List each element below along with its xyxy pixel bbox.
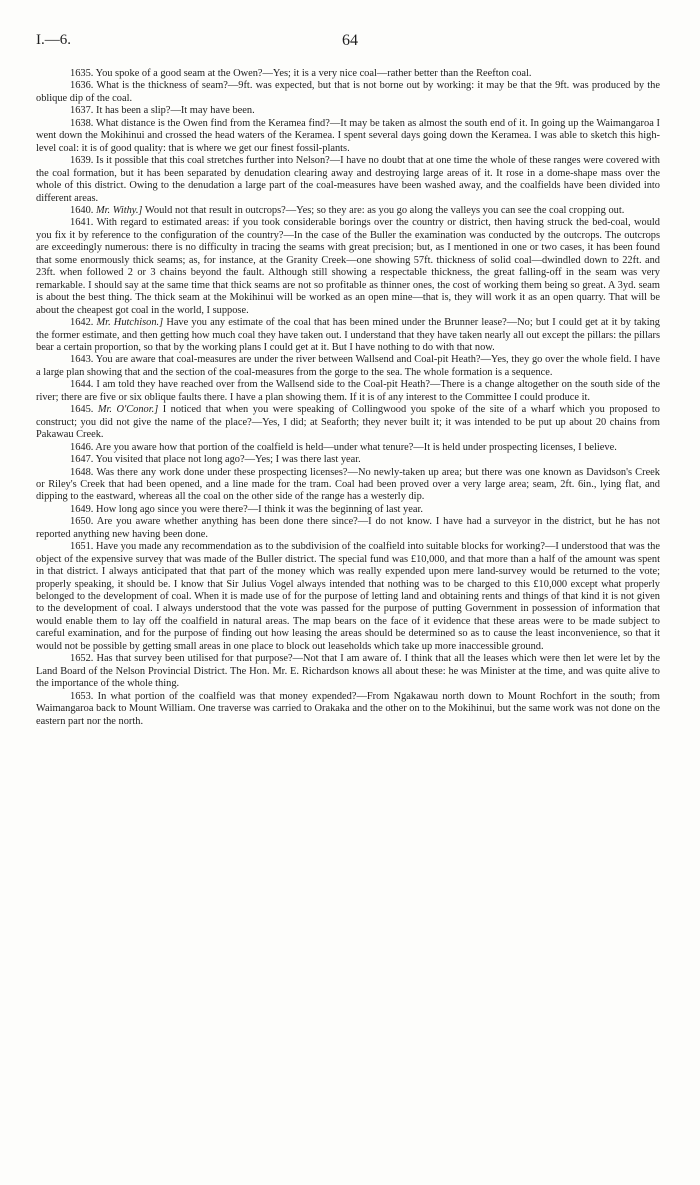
question-paragraph — [36, 80, 660, 105]
question-paragraph — [36, 454, 660, 466]
question-paragraph — [36, 504, 660, 516]
question-paragraph — [36, 404, 660, 441]
question-paragraph — [36, 467, 660, 504]
speaker-name: Mr. Hutchison.] — [96, 317, 164, 329]
question-paragraph — [36, 379, 660, 404]
paragraph-text: With regard to estimated areas: if you took considerable borings over the country or district, then having struck the bed-coal, would you fix it by reference to the configuration of the country?—In the case of the Buller the examination was conducted by the outcrops. The outcrops are exceedingly numerous: there is no difficulty in tracing the seams with great precision; but, as I mentioned in one or two cases, it has been found that some enormously thick seams; as, for instance, at the Granity Creek—one showing 57ft. thickness of solid coal—dwindled down to 22ft. and 23ft. when followed 2 or 3 chains beyond the fault. Although still showing a respectable thickness, the great falling-off in the seam was very remarkable. I should say at the same time that thick seams are not so profitable as thinner ones, the cost of working them being so great. A 3yd. seam is about the best thing. The thick seam at the Mokihinui will be worked as an open mine—that is, they will work it as an open quarry. That will be about the cheapest got coal in the world, I suppose. — [36, 217, 660, 316]
question-number: 1643. — [70, 354, 94, 366]
paragraph-text: How long ago since you were there?—I think it was the beginning of last year. — [96, 503, 423, 515]
document-body — [36, 68, 660, 1158]
question-paragraph — [36, 442, 660, 454]
question-number: 1649. — [70, 503, 94, 515]
question-number: 1653. — [70, 690, 94, 702]
question-number: 1650. — [70, 516, 94, 528]
question-number: 1639. — [70, 155, 94, 167]
paragraph-text: What distance is the Owen find from the Keramea find?—It may be taken as almost the south end of it. In going up the Waimangaroa I went down the Mokihinui and crossed the head waters of the Keramea. I spent several days going down the Keramea. I was able to sketch this high-level coal: it is of good quality: that is where we get our finest fossil-plants. — [36, 117, 660, 154]
paragraph-text: You are aware that coal-measures are under the river between Wallsend and Coal-pit Heath?—Yes, they go over the whole field. I have a large plan showing that and the section of the coal-measures from the gorge to the sea. The whole formation is a sequence. — [36, 354, 660, 378]
question-number: 1636. — [70, 80, 94, 92]
page-number: 64 — [342, 32, 358, 49]
paragraph-text: Have you made any recommendation as to the subdivision of the coalfield into suitable blocks for working?—I understood that was the object of the expensive survey that was made of the Buller district. The special fund was £10,000, and that more than a half of the amount was spent in that district. I always anticipated that that part of the money which was really expended upon mere land-survey would be returned to the vote; properly speaking, it should be. I know that Sir Julius Vogel always intended that nothing was to be charged to this £10,000 except what properly belonged to the development of coal. When it is made use of for the purpose of letting land and obtaining rents and things of that kind it is not given to the development of coal. I always understood that the vote was passed for the purpose of putting Government in possession of information that would enable them to lay off the coalfield in natural areas. The map bears on the face of it evidence that these areas were to be made subject to careful examination, and for the purpose of finding out how leasing the areas should be determined so as to cause the least inconvenience, so that it would not be possible by getting small areas in one place to block out leaseholds which take up more inaccessible ground. — [36, 541, 660, 652]
question-paragraph — [36, 155, 660, 205]
question-number: 1648. — [70, 466, 94, 478]
question-paragraph — [36, 205, 660, 217]
question-number: 1640. — [70, 204, 94, 216]
paragraph-text: Would not that result in outcrops?—Yes; so they are: as you go along the valleys you can see the coal cropping out. — [144, 204, 625, 216]
paragraph-text: Was there any work done under these prospecting licenses?—No newly-taken up area; but there was one known as Davidson's Creek or Riley's Creek that had been opened, and a line made for the tram. Coal had been proved over a very large area; seam, 2ft. 6in., lying flat, and dipping to the eastward, whereas all the coal on the other side of the range has a westerly dip. — [36, 466, 660, 503]
question-number: 1652. — [70, 653, 94, 665]
question-paragraph — [36, 516, 660, 541]
question-paragraph — [36, 541, 660, 653]
question-number: 1645. — [70, 404, 94, 416]
question-number: 1637. — [70, 105, 94, 117]
paragraph-text: I am told they have reached over from the Wallsend side to the Coal-pit Heath?—There is a change altogether on the south side of the river; there are five or six oblique faults there. I have a plan showing them. If it is of any interest to the Committee I could produce it. — [36, 379, 660, 403]
question-number: 1647. — [70, 454, 94, 466]
question-number: 1642. — [70, 317, 94, 329]
paragraph-text: In what portion of the coalfield was that money expended?—From Ngakawau north down to Mount Rochfort in the south; from Waimangaroa back to Mount William. One traverse was carried to Orakaka and the other on to the Mokihinui, but the same work was not done on the eastern part nor the north. — [36, 690, 660, 727]
question-number: 1646. — [70, 441, 94, 453]
question-number: 1644. — [70, 379, 94, 391]
paragraph-text: It has been a slip?—It may have been. — [96, 105, 255, 117]
question-paragraph — [36, 653, 660, 690]
question-paragraph — [36, 691, 660, 728]
speaker-name: Mr. Withy.] — [96, 204, 143, 216]
question-paragraph — [36, 118, 660, 155]
question-paragraph — [36, 354, 660, 379]
paragraph-text: Have you any estimate of the coal that has been mined under the Brunner lease?—No; but I could get at it by taking the former estimate, and then getting how much coal they have taken out. I understand that they have taken nearly all out except the pillars: the pillars bear a certain proportion, so that by the working plans I could get at it. But I have nothing to do with that now. — [36, 317, 660, 353]
page-header — [36, 32, 664, 52]
speaker-name: Mr. O'Conor.] — [97, 404, 159, 416]
question-paragraph — [36, 68, 660, 80]
question-paragraph — [36, 105, 660, 117]
paragraph-text: Are you aware whether anything has been done there since?—I do not know. I have had a surveyor in the district, but he has not reported anything new having been done. — [36, 516, 660, 540]
paragraph-text: You spoke of a good seam at the Owen?—Yes; it is a very nice coal—rather better than the Reefton coal. — [95, 68, 532, 79]
question-number: 1638. — [70, 117, 94, 129]
paragraph-text: Has that survey been utilised for that purpose?—Not that I am aware of. I think that all the leases which were then let were let by the Land Board of the Nelson Provincial District. The Hon. Mr. E. Richardson knows all about these: he was Minister at the time, and was quite alive to the importance of the whole thing. — [36, 653, 660, 690]
paragraph-text: Are you aware how that portion of the coalfield is held—under what tenure?—It is held under prospecting licenses, I believe. — [95, 441, 617, 453]
paragraph-text: What is the thickness of seam?—9ft. was expected, but that is not borne out by working: it may be that the 9ft. was produced by the oblique dip of the coal. — [36, 80, 660, 104]
question-paragraph — [36, 317, 660, 354]
paragraph-text: You visited that place not long ago?—Yes; I was there last year. — [95, 454, 361, 466]
question-number: 1635. — [70, 68, 94, 79]
series-label: I.—6. — [36, 32, 71, 48]
question-number: 1641. — [70, 217, 94, 229]
paragraph-text: Is it possible that this coal stretches further into Nelson?—I have no doubt that at one time the whole of these ranges were covered with the coal formation, but it has been separated by denudation clearing away and destroying large areas of it. It rose in a dome-shape mass over the whole of this district. Owing to the denudation a large part of the coal-measures have been washed away, and the coalfields have been divided into different areas. — [36, 155, 660, 204]
paragraph-text: I noticed that when you were speaking of Collingwood you spoke of the site of a wharf which you proposed to construct; you did not give the name of the place?—Yes, I did; at Seaforth; they never built it; it was intended to be put up about 20 chains from Pakawau Creek. — [36, 404, 660, 441]
question-number: 1651. — [70, 541, 94, 553]
question-paragraph — [36, 217, 660, 317]
